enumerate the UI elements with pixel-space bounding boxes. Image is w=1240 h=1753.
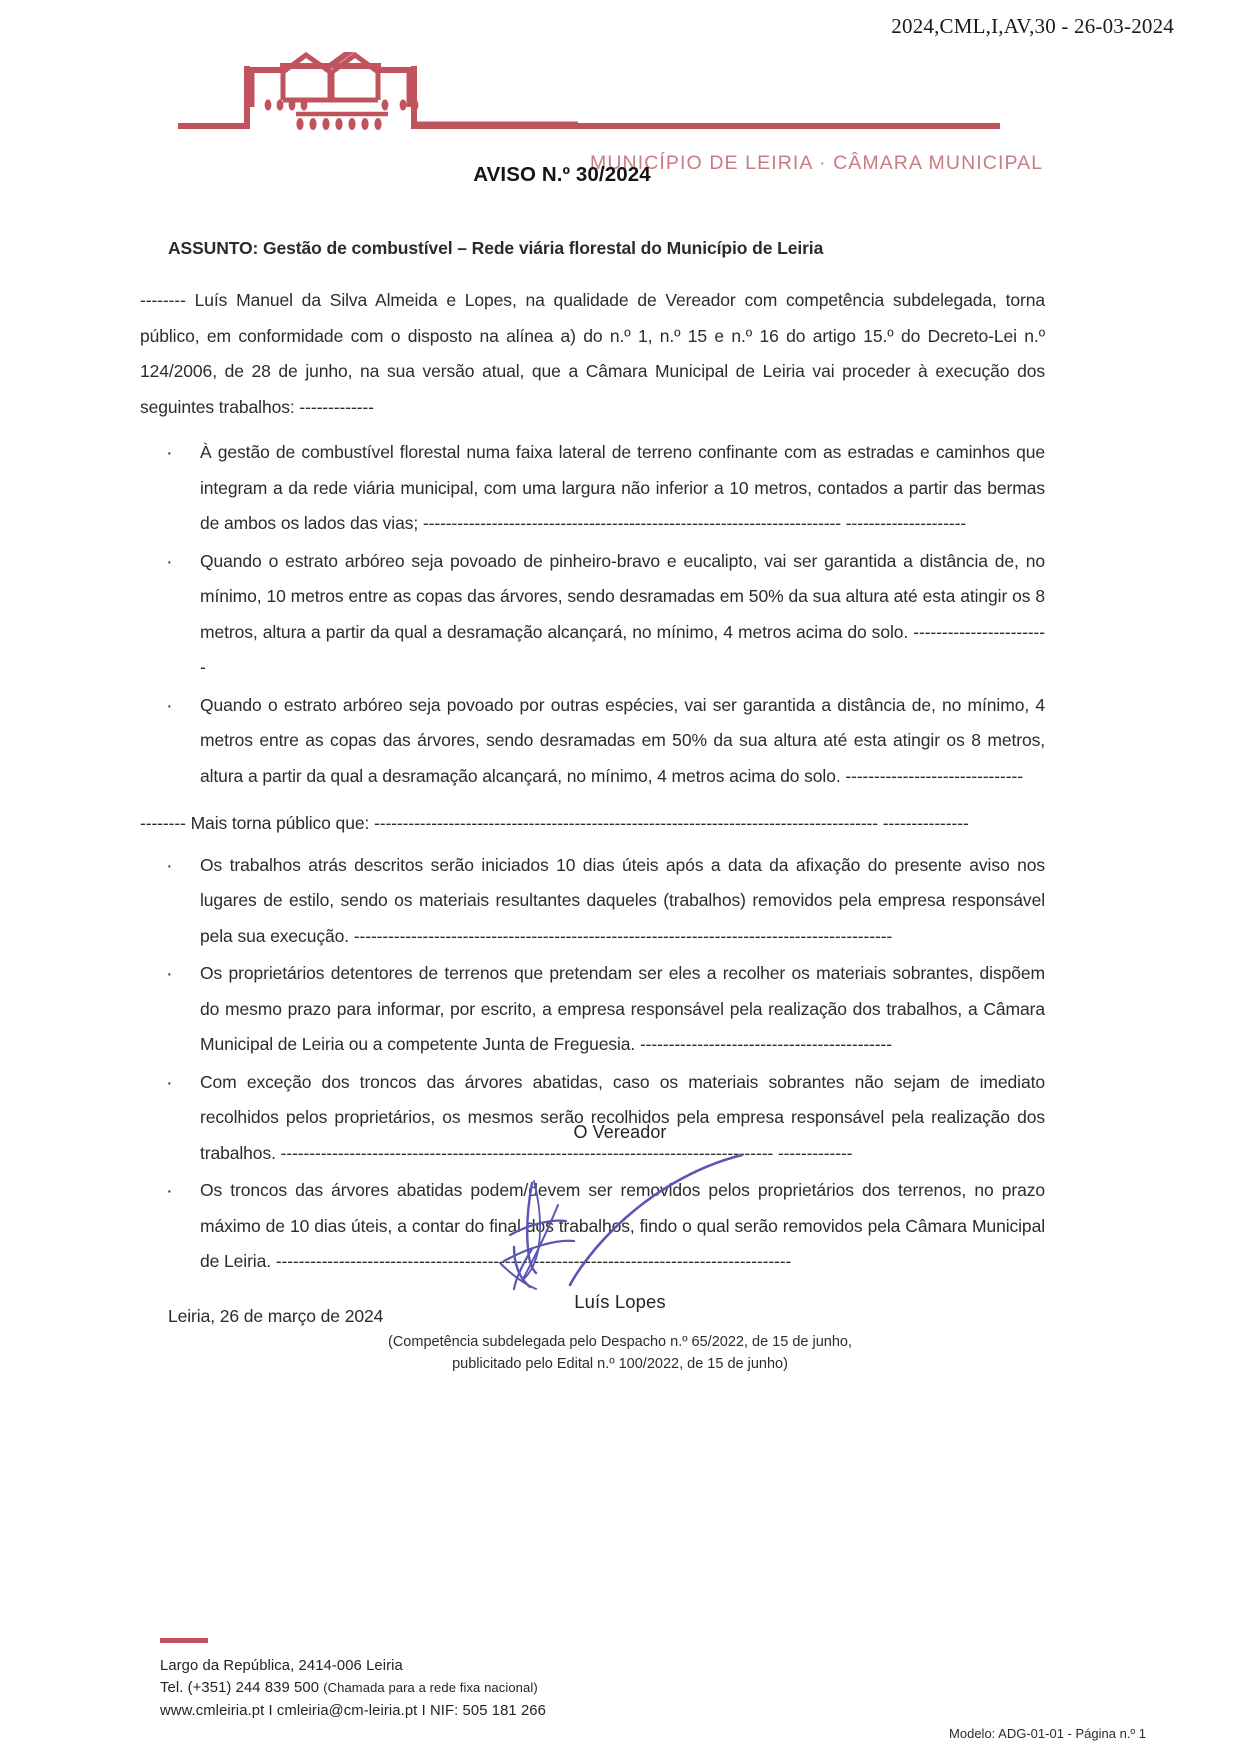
letterhead-brand-text: MUNICÍPIO DE LEIRIA · CÂMARA MUNICIPAL [590,152,1044,174]
signature-block [0,1122,1240,1376]
city-hall-logo-icon [0,52,1240,144]
place-and-date: Leiria, 26 de março de 2024 [168,1305,384,1326]
lead-paragraph: -------- Luís Manuel da Silva Almeida e Lopes, na qualidade de Vereador com competência subdelegada, torna público, em conformidade com o disposto na alínea a) do n.º 1, n.º 15 e n.º 16 do artigo 15.º do Decreto-Lei n.º 124/2006, de 28 de junho, na sua versão atual, que a Câmara Municipal de Leiria vai proceder à execução dos seguintes trabalhos: ------------- [140,290,1045,417]
works-list [140,435,1045,794]
list-item: · Com exceção dos troncos das árvores abatidas, caso os materiais sobrantes não sejam de imediato recolhidos pelos proprietários, os mesmos serão recolhidos pela empresa responsável pela realização dos trabalhos. -------------------------------------------------------------------------------------- ------------- [140,1065,1045,1172]
footer-phone-note: (Chamada para a rede fixa nacional) [323,1680,538,1696]
delegation-note-line-1: (Competência subdelegada pelo Despacho n.º 65/2022, de 15 de junho, [388,1334,852,1350]
page-footer [160,1638,1160,1741]
delegation-note-line-2: publicitado pelo Edital n.º 100/2022, de 15 de junho) [452,1356,788,1373]
signatory-role: O Vereador [573,1122,667,1142]
footer-phone: Tel. (+351) 244 839 500 [160,1680,324,1697]
list-item: · Quando o estrato arbóreo seja povoado de pinheiro-bravo e eucalipto, vai ser garantida a distância de, no mínimo, 10 metros entre as copas das árvores, sendo desramadas em 50% da sua altura até esta atingir os 8 metros, altura a partir da qual a desramação alcançará, no mínimo, 4 metros acima do solo. ------------------------ [140,544,1045,686]
list-item: · À gestão de combustível florestal numa faixa lateral de terreno confinante com as estradas e caminhos que integram a da rede viária municipal, com uma largura não inferior a 10 metros, contados a partir das bermas de ambos os lados das vias; ------------------------------------------------------------------------- --------------------- [140,435,1045,542]
subject-line: ASSUNTO: Gestão de combustível – Rede viária florestal do Município de Leiria [168,238,824,258]
signature-canvas [0,1143,1240,1291]
footer-phone-line [160,1677,1160,1699]
page-title-text: AVISO N.º 30/2024 [473,163,651,186]
footer-contact-block [160,1655,1160,1722]
mid-note: -------- Mais torna público que: ---------------------------------------------------------------------------------------- --------------- [140,813,969,834]
footer-model-code: Modelo: ADG-01-01 - Página n.º 1 [949,1726,1146,1741]
list-item: · Os proprietários detentores de terrenos que pretendam ser eles a recolher os materiais sobrantes, dispõem do mesmo prazo para informar, por escrito, a empresa responsável pela realização dos trabalhos, a Câmara Municipal de Leiria ou a competente Junta de Freguesia. -------------------------------------------- [140,956,1045,1063]
footer-address: Largo da República, 2414-006 Leiria [160,1658,403,1674]
signatory-name: Luís Lopes [574,1291,666,1312]
document-reference-code: 2024,CML,I,AV,30 - 26-03-2024 [891,14,1174,38]
list-item: · Os troncos das árvores abatidas podem/devem ser removidos pelos proprietários dos terrenos, no prazo máximo de 10 dias úteis, a contar do final dos trabalhos, findo o qual serão removidos pela Câmara Municipal de Leiria. ------------------------------------------------------------------------------------------ [140,1173,1045,1280]
delegation-note [0,1331,1240,1376]
page-title [0,163,1240,187]
footer-web-line: www.cmleiria.pt I cmleiria@cm-leiria.pt I NIF: 505 181 266 [160,1702,546,1719]
list-item: · Quando o estrato arbóreo seja povoado por outras espécies, vai ser garantida a distância de, no mínimo, 4 metros entre as copas das árvores, sendo desramadas em 50% da sua altura até esta atingir os 8 metros, altura a partir da qual a desramação alcançará, no mínimo, 4 metros acima do solo. ------------------------------- [140,688,1045,795]
footer-accent-rule [160,1638,208,1643]
list-item: · Os trabalhos atrás descritos serão iniciados 10 dias úteis após a data da afixação do presente aviso nos lugares de estilo, sendo os materiais resultantes daqueles (trabalhos) removidos pela empresa responsável pela sua execução. ---------------------------------------------------------------------------------------------- [140,848,1045,955]
handwritten-signature-icon [470,1143,770,1291]
letterhead [0,52,1240,174]
